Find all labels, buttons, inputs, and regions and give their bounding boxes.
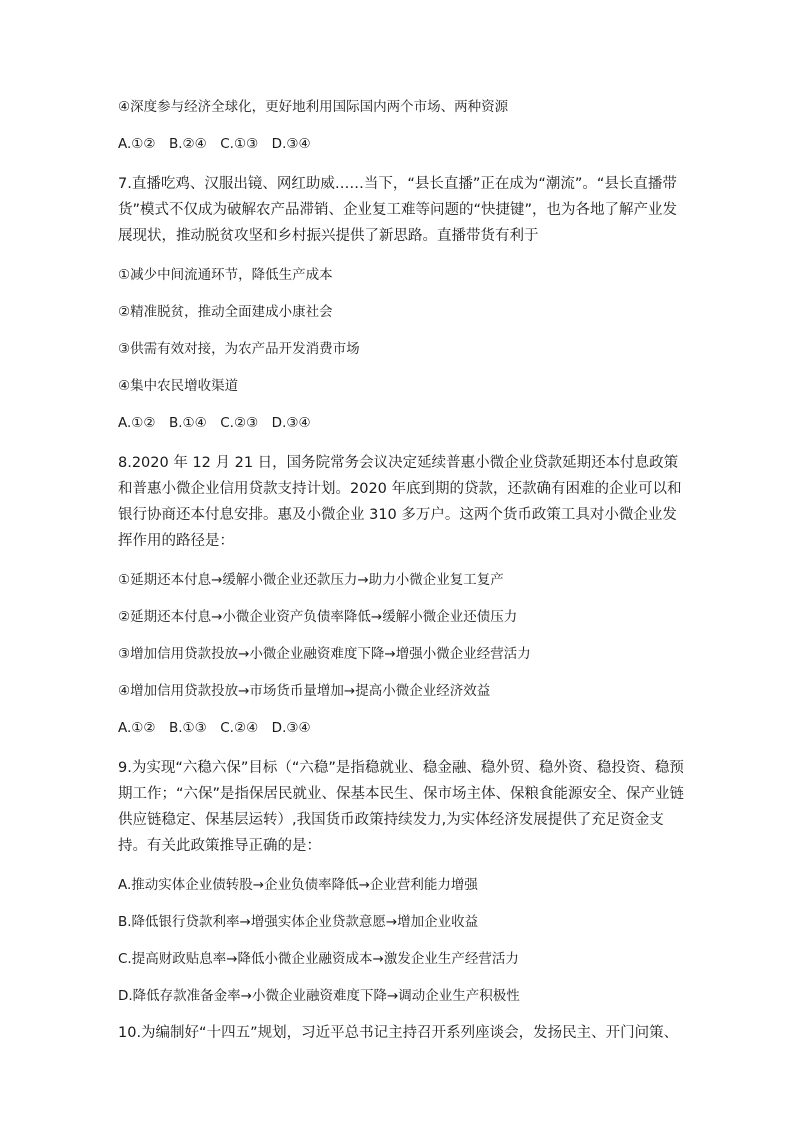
option-line: ②精准脱贫，推动全面建成小康社会 xyxy=(118,304,333,320)
option-line: ④集中农民增收渠道 xyxy=(118,378,239,394)
answer-choices: A.①② B.①④ C.②③ D.③④ xyxy=(118,415,311,431)
option-line: A.推动实体企业债转股→企业负债率降低→企业营利能力增强 xyxy=(118,877,478,893)
question-7: 7.直播吃鸡、汉服出镜、网红助威……当下，“县长直播”正在成为“潮流”。“县长直播带货”模式不仅成为破解农产品滞销、企业复工难等问题的“快捷键”，也为各地了解产业发展现状，推动脱贫攻坚和乡村振兴提供了新思路。直播带货有利于 xyxy=(118,176,678,244)
option-line: C.提高财政贴息率→降低小微企业融资成本→激发企业生产经营活力 xyxy=(118,951,519,967)
question-10: 10.为编制好“十四五”规划，习近平总书记主持召开系列座谈会，发扬民主、开门问策、 xyxy=(118,1025,679,1041)
option-line: B.降低银行贷款利率→增强实体企业贷款意愿→增加企业收益 xyxy=(118,914,479,930)
question-9: 9.为实现“六稳六保”目标（“六稳”是指稳就业、稳金融、稳外贸、稳外资、稳投资、稳预期工作；“六保”是指保居民就业、保基本民生、保市场主体、保粮食能源安全、保产业链供应链稳定、保基层运转）,我国货币政策持续发力,为实体经济发展提供了充足资金支持。有关此政策推导正确的是： xyxy=(118,760,685,854)
document-content xyxy=(118,97,688,1060)
option-line: ①延期还本付息→缓解小微企业还款压力→助力小微企业复工复产 xyxy=(118,572,504,588)
option-line: ①减少中间流通环节，降低生产成本 xyxy=(118,267,333,283)
option-line: ④深度参与经济全球化，更好地利用国际国内两个市场、两种资源 xyxy=(118,99,509,115)
option-line: ③供需有效对接，为农产品开发消费市场 xyxy=(118,341,360,357)
answer-choices: A.①② B.②④ C.①③ D.③④ xyxy=(118,136,311,152)
answer-choices: A.①② B.①③ C.②④ D.③④ xyxy=(118,720,311,736)
option-line: D.降低存款准备金率→小微企业融资难度下降→调动企业生产积极性 xyxy=(118,988,520,1004)
option-line: ③增加信用贷款投放→小微企业融资难度下降→增强小微企业经营活力 xyxy=(118,646,531,662)
option-line: ④增加信用贷款投放→市场货币量增加→提高小微企业经济效益 xyxy=(118,683,491,699)
question-8: 8.2020 年 12 月 21 日，国务院常务会议决定延续普惠小微企业贷款延期还本付息政策和普惠小微企业信用贷款支持计划。2020 年底到期的贷款，还款确有困难的企业可以和银行协商还本付息安排。惠及小微企业 310 多万户。这两个货币政策工具对小微企业发挥作用的路径是： xyxy=(118,455,682,549)
option-line: ②延期还本付息→小微企业资产负债率降低→缓解小微企业还债压力 xyxy=(118,609,518,625)
